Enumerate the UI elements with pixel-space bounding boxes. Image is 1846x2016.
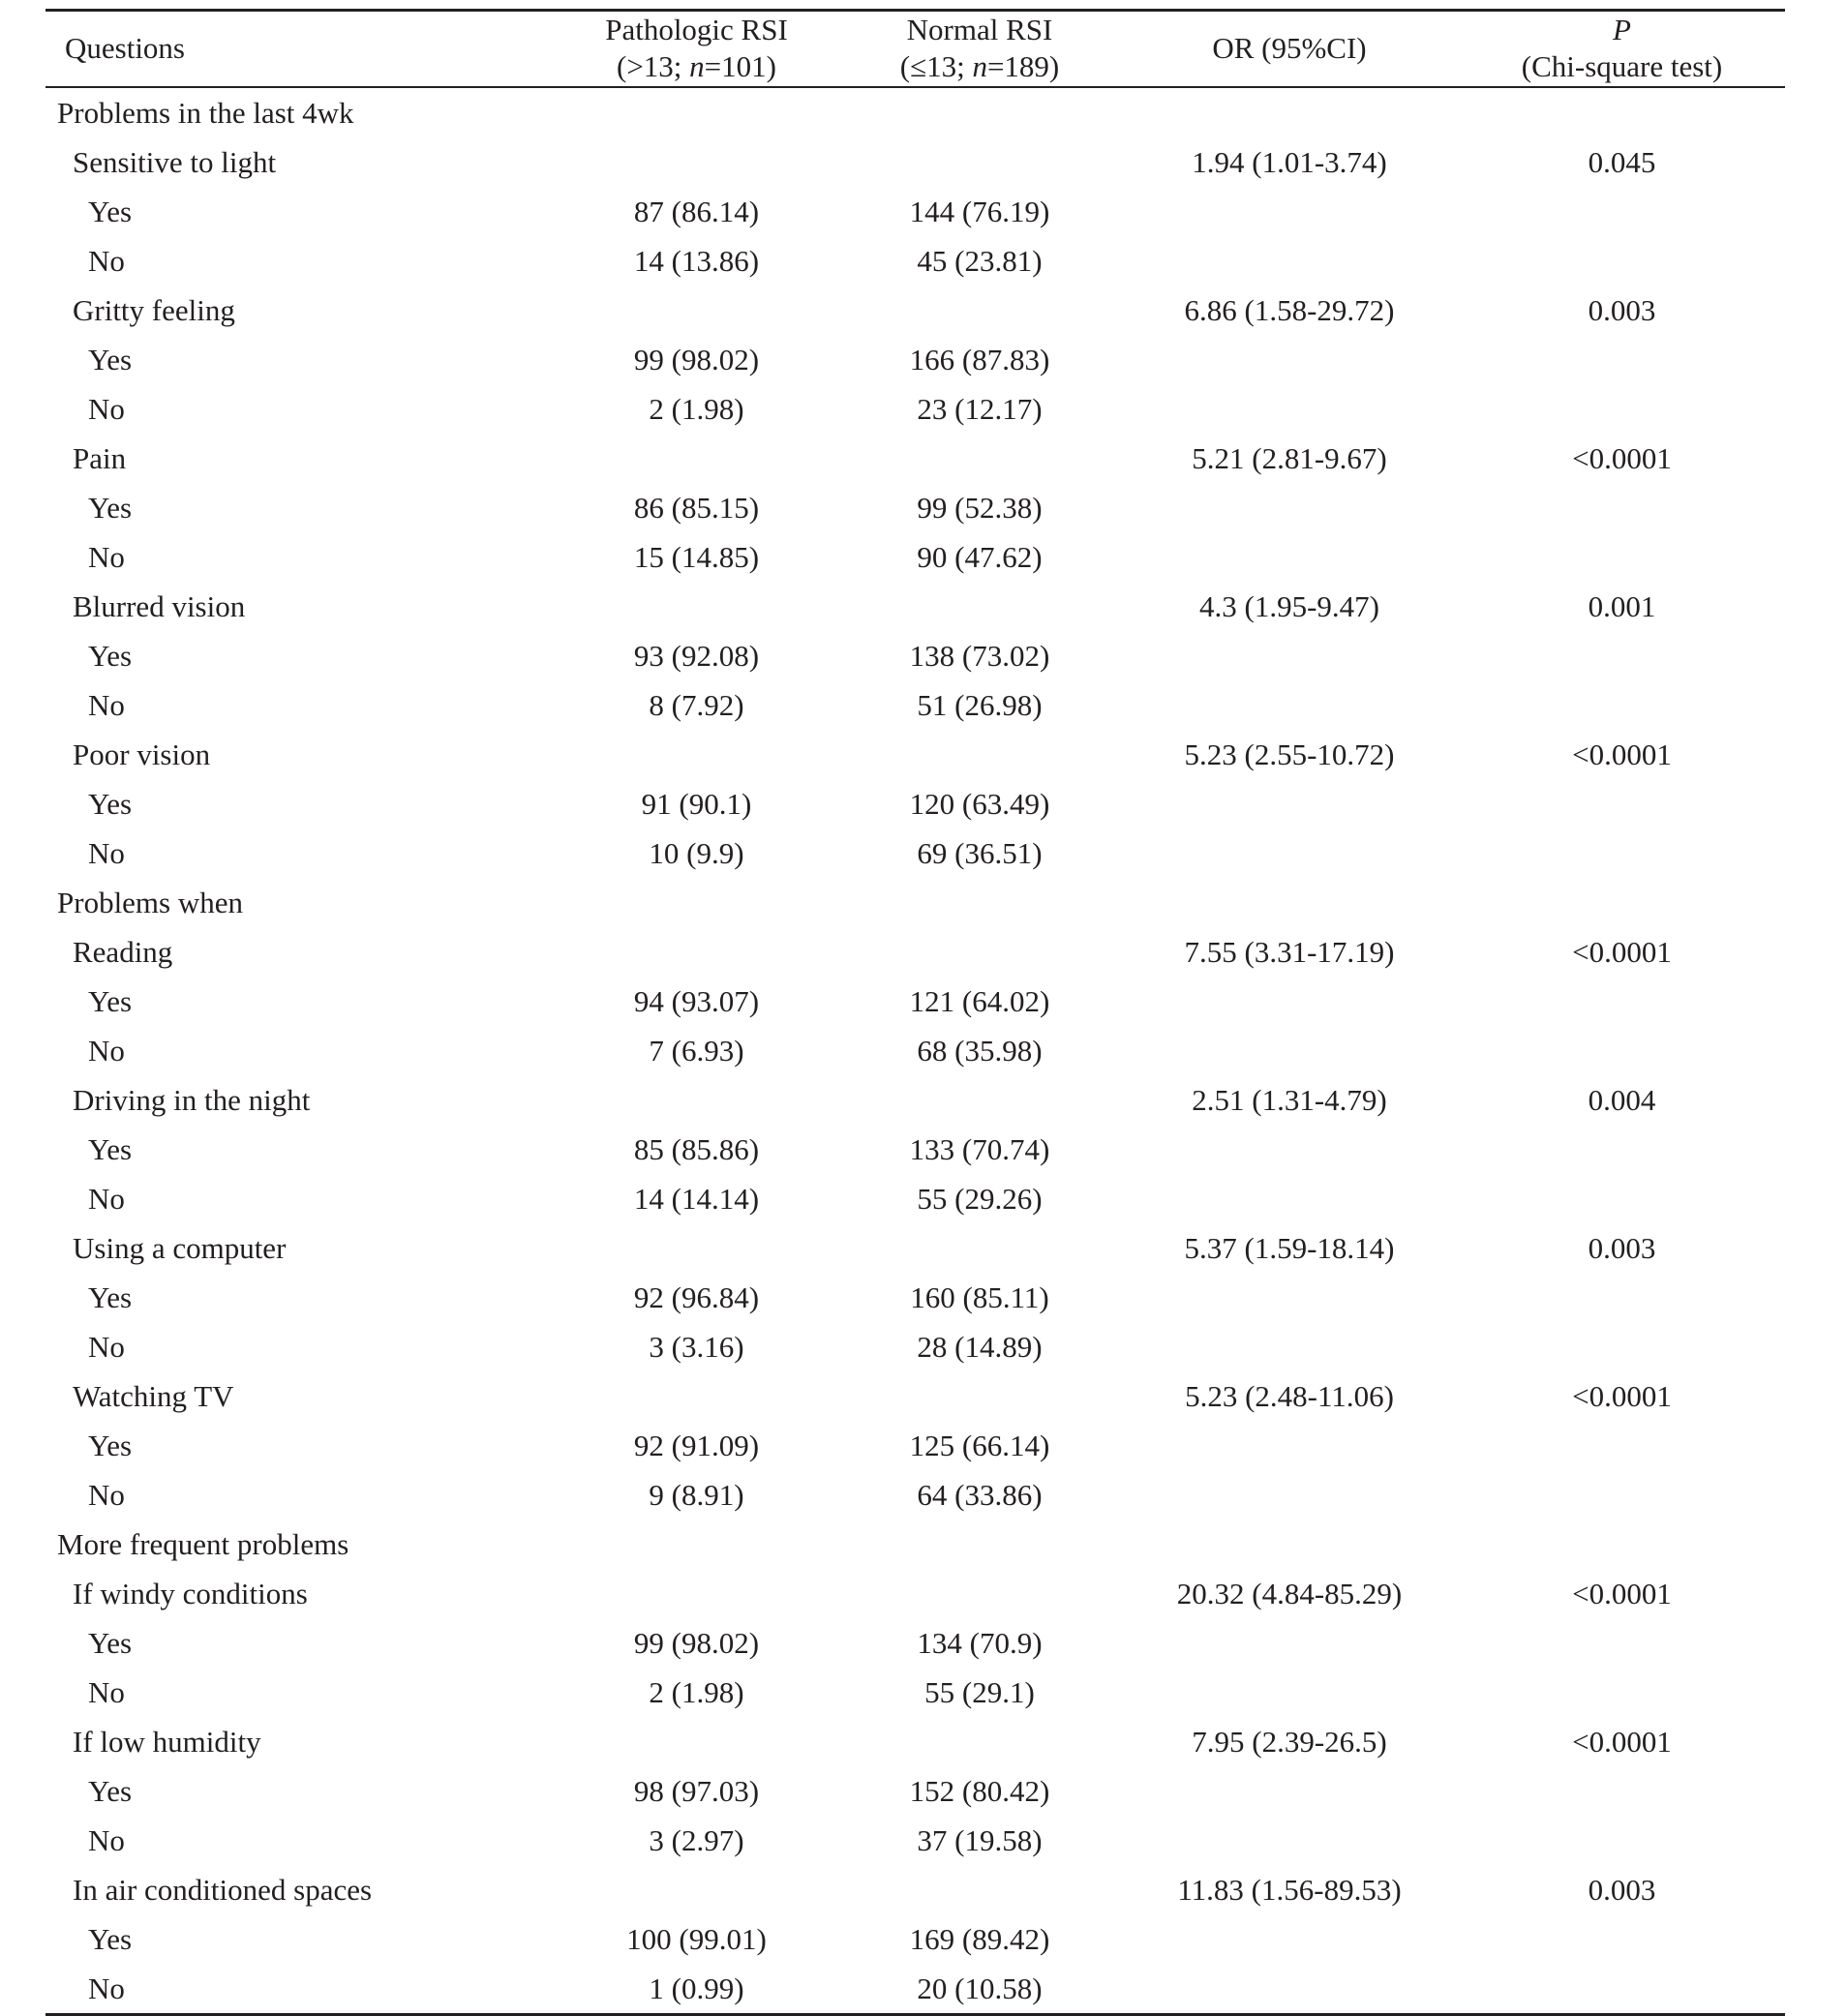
or-cell <box>1120 779 1459 828</box>
question-cell: Yes <box>88 1279 133 1314</box>
normal-cell: 90 (47.62) <box>917 539 1043 574</box>
or-cell <box>1120 878 1459 927</box>
header-normal-suffix: =189) <box>986 49 1060 84</box>
table-header <box>45 11 1785 87</box>
question-cell: In air conditioned spaces <box>73 1872 373 1907</box>
or-cell <box>1120 631 1459 680</box>
question-cell: No <box>88 391 125 426</box>
or-cell: 5.37 (1.59-18.14) <box>1184 1230 1395 1265</box>
question-cell: Yes <box>88 194 133 228</box>
question-cell: Reading <box>73 934 173 969</box>
p-value-cell: <0.0001 <box>1572 1724 1672 1759</box>
pathologic-cell: 7 (6.93) <box>649 1033 744 1068</box>
pathologic-cell <box>554 730 839 779</box>
normal-cell <box>839 1569 1120 1618</box>
pathologic-cell: 94 (93.07) <box>633 983 760 1018</box>
p-value-cell: <0.0001 <box>1572 934 1672 969</box>
p-value-cell <box>1459 1766 1785 1816</box>
or-cell <box>1120 1421 1459 1470</box>
question-cell: No <box>88 243 125 278</box>
normal-cell: 134 (70.9) <box>917 1625 1043 1660</box>
header-pathologic-line2 <box>554 48 839 85</box>
pathologic-cell <box>554 1371 839 1421</box>
answer-row <box>45 1174 1785 1223</box>
question-row <box>45 582 1785 631</box>
normal-cell: 28 (14.89) <box>917 1329 1043 1364</box>
pathologic-cell: 15 (14.85) <box>633 539 760 574</box>
answer-row <box>45 1964 1785 2015</box>
or-cell: 6.86 (1.58-29.72) <box>1184 292 1395 327</box>
normal-cell: 64 (33.86) <box>917 1477 1043 1512</box>
normal-cell <box>839 1371 1120 1421</box>
header-questions <box>45 11 554 87</box>
answer-row <box>45 1273 1785 1322</box>
answer-row <box>45 532 1785 582</box>
or-cell <box>1120 1914 1459 1964</box>
answer-row <box>45 1766 1785 1816</box>
normal-cell: 160 (85.11) <box>910 1279 1049 1314</box>
pathologic-cell <box>554 286 839 335</box>
header-row <box>45 11 1785 87</box>
or-cell <box>1120 335 1459 384</box>
pathologic-cell <box>554 927 839 977</box>
normal-cell: 138 (73.02) <box>909 638 1050 673</box>
p-value-cell <box>1459 1668 1785 1717</box>
p-value-cell <box>1459 236 1785 286</box>
p-value-cell: 0.003 <box>1588 292 1656 327</box>
or-cell <box>1120 1026 1459 1075</box>
or-cell: 7.95 (2.39-26.5) <box>1192 1724 1387 1759</box>
normal-cell <box>839 878 1120 927</box>
question-cell: No <box>88 1477 125 1512</box>
pathologic-cell <box>554 1223 839 1273</box>
question-cell: No <box>88 687 125 722</box>
header-normal-prefix: (≤13; <box>899 49 973 84</box>
p-value-cell <box>1459 532 1785 582</box>
question-cell: No <box>88 539 125 574</box>
question-cell: Driving in the night <box>73 1082 311 1117</box>
or-cell <box>1120 384 1459 434</box>
normal-cell <box>839 87 1120 137</box>
question-cell: Yes <box>88 490 133 525</box>
section-row <box>45 1520 1785 1569</box>
pathologic-cell: 85 (85.86) <box>633 1131 760 1166</box>
question-cell: If low humidity <box>73 1724 261 1759</box>
p-value-cell <box>1459 1421 1785 1470</box>
normal-cell: 166 (87.83) <box>909 342 1050 376</box>
pathologic-cell: 92 (91.09) <box>633 1428 760 1462</box>
answer-row <box>45 236 1785 286</box>
normal-cell: 99 (52.38) <box>917 490 1043 525</box>
question-cell: Using a computer <box>73 1230 287 1265</box>
p-value-cell <box>1459 1174 1785 1223</box>
question-cell: More frequent problems <box>57 1526 349 1561</box>
p-value-cell <box>1459 384 1785 434</box>
header-pathologic-prefix: (>13; <box>617 49 690 84</box>
p-value-cell <box>1459 187 1785 236</box>
p-value-cell <box>1459 1914 1785 1964</box>
p-value-cell <box>1459 977 1785 1026</box>
pathologic-cell: 2 (1.98) <box>649 391 744 426</box>
p-value-cell <box>1459 828 1785 878</box>
p-value-cell <box>1459 1520 1785 1569</box>
or-cell <box>1120 187 1459 236</box>
answer-row <box>45 680 1785 730</box>
question-cell: No <box>88 1822 125 1857</box>
question-row <box>45 1569 1785 1618</box>
or-cell <box>1120 1668 1459 1717</box>
answer-row <box>45 384 1785 434</box>
pathologic-cell <box>554 1865 839 1914</box>
or-cell: 20.32 (4.84-85.29) <box>1176 1576 1403 1610</box>
header-p <box>1459 11 1785 87</box>
table-body <box>45 87 1785 2015</box>
pathologic-cell <box>554 1075 839 1125</box>
question-cell: Yes <box>88 1921 133 1956</box>
question-cell: No <box>88 1971 125 2005</box>
p-value-cell <box>1459 1618 1785 1668</box>
normal-cell <box>839 434 1120 483</box>
or-cell: 1.94 (1.01-3.74) <box>1192 144 1387 179</box>
or-cell <box>1120 1470 1459 1520</box>
normal-cell: 144 (76.19) <box>909 194 1050 228</box>
question-cell: Yes <box>88 1773 133 1808</box>
pathologic-cell <box>554 434 839 483</box>
answer-row <box>45 1322 1785 1371</box>
or-cell <box>1120 1174 1459 1223</box>
normal-cell <box>839 1717 1120 1766</box>
section-row <box>45 878 1785 927</box>
normal-cell: 37 (19.58) <box>917 1822 1043 1857</box>
question-cell: No <box>88 1181 125 1216</box>
question-cell: No <box>88 835 125 870</box>
normal-cell <box>839 582 1120 631</box>
or-cell: 7.55 (3.31-17.19) <box>1184 934 1395 969</box>
answer-row <box>45 1470 1785 1520</box>
pathologic-cell <box>554 1520 839 1569</box>
question-cell: Blurred vision <box>73 588 246 623</box>
question-cell: Yes <box>88 638 133 673</box>
pathologic-cell: 92 (96.84) <box>633 1279 760 1314</box>
header-normal-n: n <box>972 49 987 84</box>
pathologic-cell: 3 (3.16) <box>649 1329 744 1364</box>
pathologic-cell: 87 (86.14) <box>633 194 760 228</box>
pathologic-cell: 98 (97.03) <box>633 1773 760 1808</box>
question-row <box>45 1223 1785 1273</box>
header-or-label: OR (95%CI) <box>1212 31 1367 66</box>
answer-row <box>45 335 1785 384</box>
pathologic-cell: 86 (85.15) <box>633 490 760 525</box>
pathologic-cell: 2 (1.98) <box>649 1674 744 1709</box>
normal-cell: 69 (36.51) <box>917 835 1043 870</box>
or-cell: 5.23 (2.55-10.72) <box>1184 737 1395 771</box>
normal-cell: 20 (10.58) <box>917 1971 1043 2005</box>
or-cell <box>1120 1816 1459 1865</box>
normal-cell <box>839 286 1120 335</box>
p-value-cell <box>1459 779 1785 828</box>
pathologic-cell: 8 (7.92) <box>649 687 744 722</box>
pathologic-cell: 1 (0.99) <box>649 1971 744 2005</box>
question-cell: Yes <box>88 786 133 821</box>
question-cell: Poor vision <box>73 737 211 771</box>
header-normal-line2 <box>839 48 1120 85</box>
or-cell <box>1120 828 1459 878</box>
normal-cell: 152 (80.42) <box>909 1773 1050 1808</box>
p-value-cell <box>1459 680 1785 730</box>
p-value-cell <box>1459 87 1785 137</box>
p-value-cell: 0.004 <box>1588 1082 1656 1117</box>
header-pathologic-suffix: =101) <box>704 49 776 84</box>
question-cell: Pain <box>73 440 127 475</box>
normal-cell: 51 (26.98) <box>917 687 1043 722</box>
question-row <box>45 434 1785 483</box>
or-cell <box>1120 532 1459 582</box>
normal-cell: 133 (70.74) <box>909 1131 1050 1166</box>
or-cell <box>1120 1322 1459 1371</box>
question-cell: Yes <box>88 983 133 1018</box>
p-value-cell <box>1459 1964 1785 2015</box>
header-normal <box>839 11 1120 87</box>
answer-row <box>45 187 1785 236</box>
normal-cell <box>839 1075 1120 1125</box>
question-cell: Yes <box>88 1625 133 1660</box>
normal-cell: 45 (23.81) <box>917 243 1043 278</box>
question-row <box>45 1371 1785 1421</box>
answer-row <box>45 631 1785 680</box>
question-row <box>45 1075 1785 1125</box>
question-cell: No <box>88 1329 125 1364</box>
or-cell <box>1120 680 1459 730</box>
normal-cell: 55 (29.26) <box>917 1181 1043 1216</box>
p-value-cell: <0.0001 <box>1572 1576 1672 1610</box>
question-cell: No <box>88 1674 125 1709</box>
pathologic-cell: 9 (8.91) <box>649 1477 744 1512</box>
question-row <box>45 137 1785 187</box>
normal-cell <box>839 1520 1120 1569</box>
p-value-cell: <0.0001 <box>1572 1378 1672 1413</box>
section-row <box>45 87 1785 137</box>
p-value-cell <box>1459 1816 1785 1865</box>
answer-row <box>45 1668 1785 1717</box>
answer-row <box>45 1816 1785 1865</box>
header-pathologic-n: n <box>689 49 705 84</box>
question-cell: Problems in the last 4wk <box>57 95 354 130</box>
answer-row <box>45 1914 1785 1964</box>
normal-cell: 169 (89.42) <box>909 1921 1050 1956</box>
p-value-cell <box>1459 1322 1785 1371</box>
normal-cell: 120 (63.49) <box>909 786 1050 821</box>
answer-row <box>45 828 1785 878</box>
question-cell: If windy conditions <box>73 1576 308 1610</box>
p-value-cell: 0.003 <box>1588 1872 1656 1907</box>
or-cell <box>1120 1273 1459 1322</box>
question-cell: Sensitive to light <box>73 144 277 179</box>
question-row <box>45 730 1785 779</box>
question-row <box>45 1865 1785 1914</box>
question-cell: Problems when <box>57 885 244 919</box>
question-row <box>45 927 1785 977</box>
or-cell <box>1120 977 1459 1026</box>
or-cell <box>1120 1125 1459 1174</box>
header-p-line2: (Chi-square test) <box>1521 49 1723 84</box>
answer-row <box>45 483 1785 532</box>
or-cell <box>1120 1618 1459 1668</box>
or-cell <box>1120 236 1459 286</box>
or-cell <box>1120 1964 1459 2015</box>
pathologic-cell <box>554 137 839 187</box>
pathologic-cell: 93 (92.08) <box>633 638 760 673</box>
or-cell <box>1120 1520 1459 1569</box>
question-cell: Watching TV <box>73 1378 234 1413</box>
pathologic-cell: 14 (13.86) <box>633 243 760 278</box>
results-table <box>45 9 1785 2016</box>
or-cell <box>1120 87 1459 137</box>
pathologic-cell: 99 (98.02) <box>633 342 760 376</box>
or-cell: 2.51 (1.31-4.79) <box>1192 1082 1387 1117</box>
header-or <box>1120 11 1459 87</box>
normal-cell: 68 (35.98) <box>917 1033 1043 1068</box>
or-cell: 4.3 (1.95-9.47) <box>1199 588 1379 623</box>
question-cell: Yes <box>88 1428 133 1462</box>
normal-cell: 121 (64.02) <box>909 983 1050 1018</box>
header-normal-line1: Normal RSI <box>906 13 1053 47</box>
p-value-cell <box>1459 335 1785 384</box>
pathologic-cell: 3 (2.97) <box>649 1822 744 1857</box>
p-value-cell: 0.003 <box>1588 1230 1656 1265</box>
question-cell: No <box>88 1033 125 1068</box>
p-value-cell <box>1459 1026 1785 1075</box>
pathologic-cell <box>554 582 839 631</box>
normal-cell <box>839 1223 1120 1273</box>
pathologic-cell: 100 (99.01) <box>626 1921 767 1956</box>
or-cell <box>1120 483 1459 532</box>
pathologic-cell <box>554 878 839 927</box>
pathologic-cell: 14 (14.14) <box>633 1181 760 1216</box>
or-cell: 5.21 (2.81-9.67) <box>1192 440 1387 475</box>
answer-row <box>45 1026 1785 1075</box>
p-value-cell <box>1459 878 1785 927</box>
answer-row <box>45 1618 1785 1668</box>
p-value-cell: 0.045 <box>1588 144 1656 179</box>
header-pathologic <box>554 11 839 87</box>
normal-cell: 23 (12.17) <box>917 391 1043 426</box>
or-cell: 5.23 (2.48-11.06) <box>1185 1378 1394 1413</box>
pathologic-cell: 99 (98.02) <box>633 1625 760 1660</box>
pathologic-cell: 91 (90.1) <box>641 786 752 821</box>
normal-cell <box>839 730 1120 779</box>
header-questions-label: Questions <box>65 31 185 66</box>
header-p-line1: P <box>1613 13 1631 47</box>
p-value-cell: <0.0001 <box>1572 737 1672 771</box>
question-cell: Yes <box>88 342 133 376</box>
p-value-cell <box>1459 631 1785 680</box>
answer-row <box>45 1421 1785 1470</box>
or-cell <box>1120 1766 1459 1816</box>
normal-cell <box>839 927 1120 977</box>
answer-row <box>45 977 1785 1026</box>
question-row <box>45 1717 1785 1766</box>
p-value-cell <box>1459 1470 1785 1520</box>
question-cell: Gritty feeling <box>73 292 235 327</box>
normal-cell <box>839 1865 1120 1914</box>
p-value-cell <box>1459 483 1785 532</box>
question-cell: Yes <box>88 1131 133 1166</box>
answer-row <box>45 779 1785 828</box>
pathologic-cell <box>554 1717 839 1766</box>
pathologic-cell <box>554 1569 839 1618</box>
p-value-cell <box>1459 1125 1785 1174</box>
pathologic-cell: 10 (9.9) <box>649 835 744 870</box>
normal-cell <box>839 137 1120 187</box>
p-value-cell: <0.0001 <box>1572 440 1672 475</box>
question-row <box>45 286 1785 335</box>
pathologic-cell <box>554 87 839 137</box>
or-cell: 11.83 (1.56-89.53) <box>1177 1872 1402 1907</box>
normal-cell: 55 (29.1) <box>924 1674 1035 1709</box>
header-pathologic-line1: Pathologic RSI <box>605 13 788 47</box>
p-value-cell <box>1459 1273 1785 1322</box>
answer-row <box>45 1125 1785 1174</box>
p-value-cell: 0.001 <box>1588 588 1656 623</box>
normal-cell: 125 (66.14) <box>909 1428 1050 1462</box>
